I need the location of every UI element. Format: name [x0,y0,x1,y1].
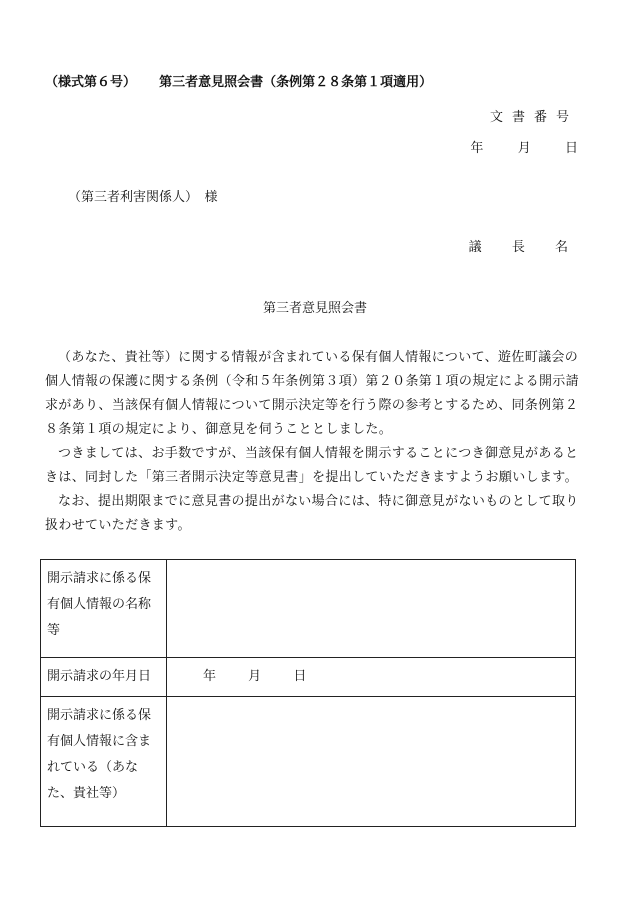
date-year-label: 年 [470,141,484,156]
table-row [41,658,576,697]
body-text [45,346,585,538]
row-label-info-name: 開示請求に係る保有個人情報の名称等 [41,560,167,658]
table-row [41,560,576,658]
row-value-contained-info[interactable] [167,697,576,827]
row-value-request-date[interactable] [167,658,576,697]
body-paragraph-1: （あなた、貴社等）に関する情報が含まれている保有個人情報について、遊佐町議会の個人情報の保護に関する条例（令和５年条例第３項）第２０条第１項の規定による開示請求があり、当該保有個人情報について開示決定等を行う際の参考とするため、同条例第２８条第１項の規定により、御意見を伺うこととしました。 [45,350,580,437]
request-date-year: 年 [203,669,217,684]
form-title: 第三者意見照会書（条例第２８条第１項適用） [159,75,433,90]
date-month-label: 月 [517,141,531,156]
body-paragraph-3: なお、提出期限までに意見書の提出がない場合には、特に御意見がないものとして取り扱わせていただきます。 [45,494,579,533]
sender [469,236,568,255]
sender-title-1: 議 [468,240,482,255]
sender-name: 名 [554,240,568,255]
table-row [41,697,576,827]
form-number: （様式第６号） [45,75,137,90]
addressee: （第三者利害関係人） 様 [68,190,218,205]
row-label-request-date: 開示請求の年月日 [41,658,167,697]
request-date-month: 月 [248,669,262,684]
sender-title-2: 長 [511,240,525,255]
document-date [470,137,578,156]
body-paragraph-2: つきましては、お手数ですが、当該保有個人情報を開示することにつき御意見があるときは、同封した「第三者開示決定等意見書」を提出していただきますようお願いします。 [45,446,579,485]
form-header [45,71,432,90]
row-label-contained-info: 開示請求に係る保有個人情報に含まれている（あなた、貴社等） [41,697,167,827]
request-date-day: 日 [293,669,307,684]
info-table [40,559,576,827]
row-value-info-name[interactable] [167,560,576,658]
date-day-label: 日 [564,141,578,156]
document-title: 第三者意見照会書 [262,301,367,316]
document-number-label: 文書番号 [489,110,578,125]
